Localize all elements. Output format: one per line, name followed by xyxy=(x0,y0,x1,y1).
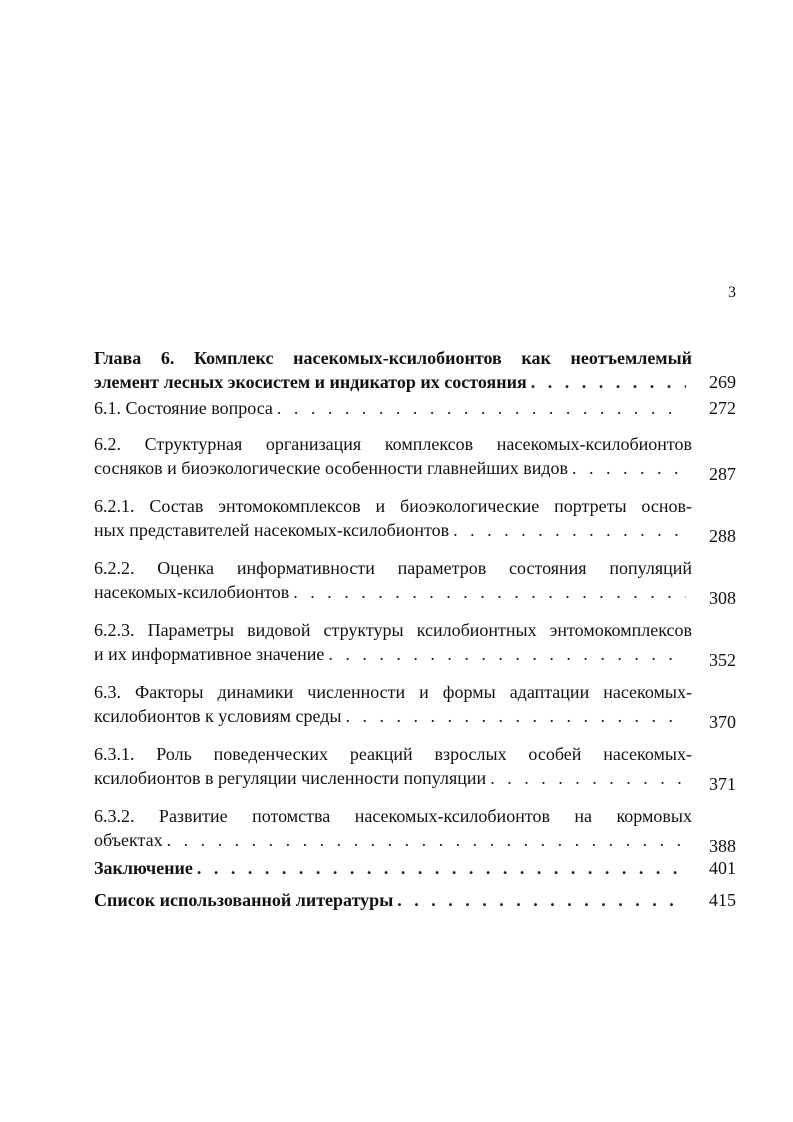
toc-entry-6-2-3[interactable] xyxy=(94,618,736,670)
toc-entry-line2: ксилобионтов к условиям среды xyxy=(94,706,342,726)
toc-page-number: 287 xyxy=(709,464,736,484)
toc-entry-text xyxy=(94,618,692,666)
toc-entry-line2-row xyxy=(94,766,692,790)
toc-page-number: 272 xyxy=(709,398,736,418)
toc-page-number: 415 xyxy=(709,890,736,910)
toc-leader-dots xyxy=(490,766,686,790)
toc-leader-dots xyxy=(531,370,686,394)
toc-entry-line2: 6.1. Состояние вопроса xyxy=(94,398,273,418)
toc-entry-text xyxy=(94,346,692,394)
toc-page-number: 370 xyxy=(709,712,736,732)
toc-entry-line1: 6.3.2. Развитие потомства насекомых-ксилобионтов на кормовых xyxy=(94,806,692,826)
toc-entry-line2-row xyxy=(94,580,692,604)
toc-entry-line2-row xyxy=(94,456,692,480)
toc-entry-line2-row xyxy=(94,856,692,880)
toc-entry-line1: 6.2.3. Параметры видовой структуры ксилобионтных энтомокомплексов xyxy=(94,620,692,640)
toc-entry-text xyxy=(94,556,692,604)
toc-leader-dots xyxy=(572,456,686,480)
toc-page-number: 308 xyxy=(709,588,736,608)
toc-entry-line2-row xyxy=(94,828,692,852)
toc-entry-6-2[interactable] xyxy=(94,432,736,484)
toc-entry-line2-row xyxy=(94,704,692,728)
toc-entry-text xyxy=(94,396,692,420)
toc-leader-dots xyxy=(167,828,686,852)
toc-entry-line2: элемент лесных экосистем и индикатор их состояния xyxy=(94,372,527,392)
toc-leader-dots xyxy=(328,642,686,666)
toc-entry-text xyxy=(94,888,692,912)
toc-entry-line1: 6.2. Структурная организация комплексов насекомых-ксилобионтов xyxy=(94,434,692,454)
toc-entry-line2: ных представителей насекомых-ксилобионтов xyxy=(94,520,450,540)
toc-entry-line2-row xyxy=(94,642,692,666)
toc-entry-line2: сосняков и биоэкологические особенности главнейших видов xyxy=(94,458,569,478)
toc-entry-line2-row xyxy=(94,888,692,912)
toc-entry-line2: ксилобионтов в регуляции численности популяции xyxy=(94,768,487,788)
toc-entry-line2-row xyxy=(94,396,692,420)
toc-entry-line1: 6.2.2. Оценка информативности параметров состояния популяций xyxy=(94,558,692,578)
toc-entry-6-3-1[interactable] xyxy=(94,742,736,794)
toc-entry-line2-row xyxy=(94,370,692,394)
toc-entry-6-3-2[interactable] xyxy=(94,804,736,856)
toc-entry-conclusion[interactable] xyxy=(94,856,736,880)
toc-entry-line2: объектах xyxy=(94,830,163,850)
toc-entry-references[interactable] xyxy=(94,888,736,912)
toc-page-number: 352 xyxy=(709,650,736,670)
toc-entry-line2: насекомых-ксилобионтов xyxy=(94,582,290,602)
toc-entry-6-3[interactable] xyxy=(94,680,736,732)
toc-entry-line2: и их информативное значение xyxy=(94,644,325,664)
toc-entry-text xyxy=(94,856,692,880)
toc-entry-line1: 6.3.1. Роль поведенческих реакций взрослых особей насекомых- xyxy=(94,744,692,764)
toc-entry-line1: 6.2.1. Состав энтомокомплексов и биоэкологические портреты основ- xyxy=(94,496,692,516)
toc-entry-text xyxy=(94,494,692,542)
toc-entry-text xyxy=(94,804,692,852)
toc-page-number: 269 xyxy=(709,372,736,392)
toc-entry-6-2-1[interactable] xyxy=(94,494,736,546)
toc-leader-dots xyxy=(293,580,686,604)
toc-leader-dots xyxy=(453,518,686,542)
toc-entry-line1: 6.3. Факторы динамики численности и формы адаптации насекомых- xyxy=(94,682,692,702)
toc-entry-text xyxy=(94,742,692,790)
toc-entry-chapter-6[interactable] xyxy=(94,346,736,394)
toc-entry-6-1[interactable] xyxy=(94,396,736,420)
toc-entry-line2-row xyxy=(94,518,692,542)
toc-entry-text xyxy=(94,432,692,480)
toc-entry-line1: Глава 6. Комплекс насекомых-ксилобионтов как неотъемлемый xyxy=(94,348,692,368)
toc-entry-6-2-2[interactable] xyxy=(94,556,736,608)
table-of-contents xyxy=(94,346,736,912)
page-number: 3 xyxy=(728,284,736,301)
toc-entry-text xyxy=(94,680,692,728)
toc-leader-dots xyxy=(345,704,686,728)
toc-page-number: 388 xyxy=(709,836,736,856)
toc-leader-dots xyxy=(277,396,686,420)
toc-page-number: 401 xyxy=(709,858,736,878)
toc-leader-dots xyxy=(397,888,686,912)
toc-leader-dots xyxy=(197,856,686,880)
toc-page-number: 371 xyxy=(709,774,736,794)
toc-page-number: 288 xyxy=(709,526,736,546)
toc-entry-line2: Заключение xyxy=(94,858,193,878)
toc-entry-line2: Список использованной литературы xyxy=(94,890,394,910)
